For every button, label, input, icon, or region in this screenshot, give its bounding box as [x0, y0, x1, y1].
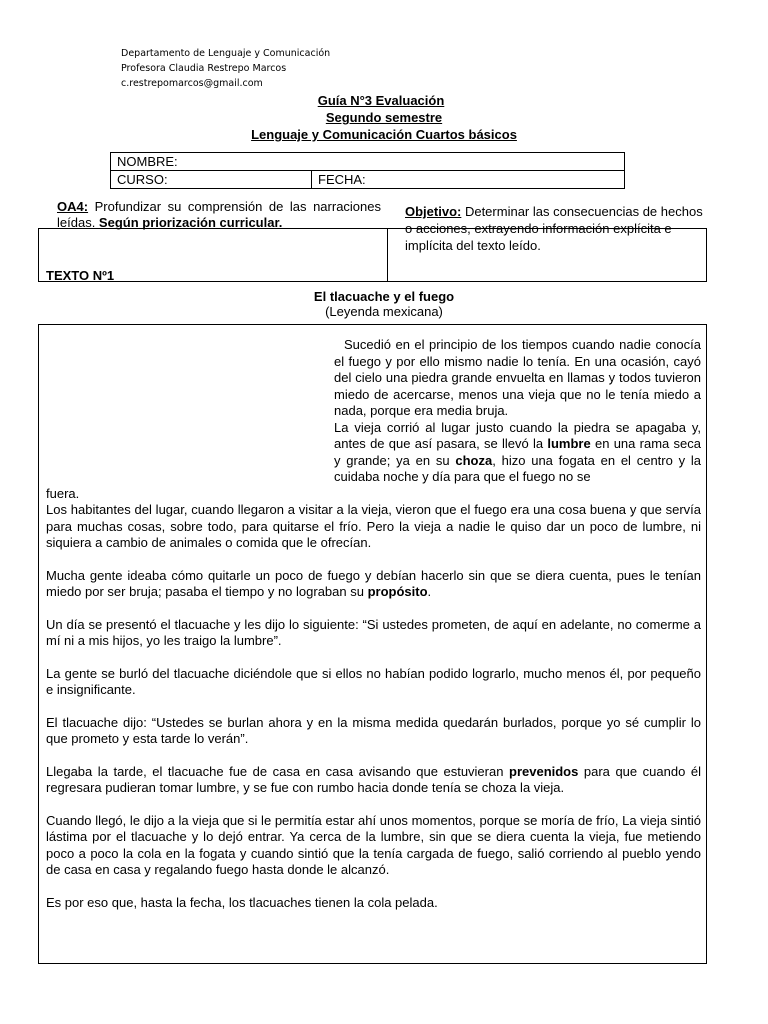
story-paragraph: Un día se presentó el tlacuache y les dijo lo siguiente: “Si ustedes prometen, de aquí en adelante, no comerme a mí ni a mis hijos, yo les traigo la lumbre”. [46, 616, 701, 648]
guide-title: Guía N°3 Evaluación [317, 93, 445, 108]
semester-title: Segundo semestre [325, 110, 443, 125]
story-paragraph: Sucedió en el principio de los tiempos cuando nadie conocía el fuego y por ello mismo nadie lo tenía. En una ocasión, cayó del cielo una piedra grande envuelta en llamas y todos tuvieron miedo de acercarse, menos una vieja que no le tenía miedo a nada, porque era media bruja. [334, 337, 701, 418]
course-title: Lenguaje y Comunicación Cuartos básicos [251, 127, 517, 142]
story-paragraph: fuera. [46, 485, 80, 501]
objectives-box [38, 228, 707, 282]
fecha-field: FECHA: [312, 171, 625, 189]
story-text [46, 337, 701, 911]
story-paragraph: Llegaba la tarde, el tlacuache fue de casa en casa avisando que estuvieran prevenidos para que cuando él regresara pudieran tomar lumbre, y se fue con rumbo hacia donde tenía se choza la vieja. [46, 763, 701, 795]
story-paragraph: El tlacuache dijo: “Ustedes se burlan ahora y en la misma medida quedarán burlados, porque yo sé cumplir lo que prometo y esta tarde lo verán”. [46, 714, 701, 746]
oa4-label: OA4: [57, 199, 89, 214]
story-paragraph: La vieja corrió al lugar justo cuando la piedra se apagaba y, antes de que así pasara, se llevó la lumbre en una rama seca y grande; ya en su choza, hizo una fogata en el centro y la cuidaba noche y día para que el fuego no se [334, 419, 702, 484]
oa4-text: Profundizar su comprensión de las narraciones leídas. [57, 199, 381, 230]
objetivo-label: Objetivo: [405, 204, 462, 219]
department-header [121, 46, 330, 91]
story-paragraph: Mucha gente ideaba cómo quitarle un poco de fuego y debían hacerlo sin que se diera cuenta, pues le tenían miedo por ser bruja; pasaba el tiempo y no lograban su propósito. [46, 567, 701, 599]
teacher-name: Profesora Claudia Restrepo Marcos [121, 63, 287, 74]
teacher-email: c.restrepomarcos@gmail.com [121, 78, 263, 89]
texto-label: TEXTO Nº1 [46, 268, 115, 283]
nombre-field: NOMBRE: [111, 153, 625, 171]
story-paragraph: Los habitantes del lugar, cuando llegaron a visitar a la vieja, vieron que el fuego era una cosa buena y que servía para muchas cosas, sobre todo, para quitarse el frío. Pero la vieja a nadie le quiso dar un poco de lumbre, ni siquiera a cambio de animales o comida que le ofrecían. [46, 502, 701, 550]
story-subtitle: (Leyenda mexicana) [325, 304, 443, 319]
department-name: Departamento de Lenguaje y Comunicación [121, 48, 331, 59]
student-info-table [110, 152, 625, 189]
story-paragraph: Cuando llegó, le dijo a la vieja que si le permitía estar ahí unos momentos, porque se moría de frío, La vieja sintió lástima por el tlacuache y lo dejó entrar. Ya cerca de la lumbre, sin que se diera cuenta la vieja, fue metiendo poco a poco la cola en la fogata y cuando sintió que la tenía cargada de fuego, salió corriendo al pueblo yendo de casa en casa y regalando fuego hasta donde le alcanzó. [46, 812, 701, 877]
story-paragraph: Es por eso que, hasta la fecha, los tlacuaches tienen la cola pelada. [46, 894, 438, 910]
objetivo-text: Determinar las consecuencias de hechos o acciones, extrayendo información explícita e implícita del texto leído. [405, 204, 703, 253]
story-paragraph: La gente se burló del tlacuache diciéndole que si ellos no habían podido lograrlo, mucho menos él, por pequeño e insignificante. [46, 665, 701, 697]
document-titles [0, 92, 768, 143]
oa4-bold: Según priorización curricular. [98, 215, 283, 230]
story-heading [0, 289, 768, 319]
objectives-divider [387, 229, 388, 281]
story-title: El tlacuache y el fuego [313, 289, 455, 304]
story-intro [334, 337, 701, 486]
curso-field: CURSO: [111, 171, 312, 189]
oa4-block [57, 199, 381, 231]
